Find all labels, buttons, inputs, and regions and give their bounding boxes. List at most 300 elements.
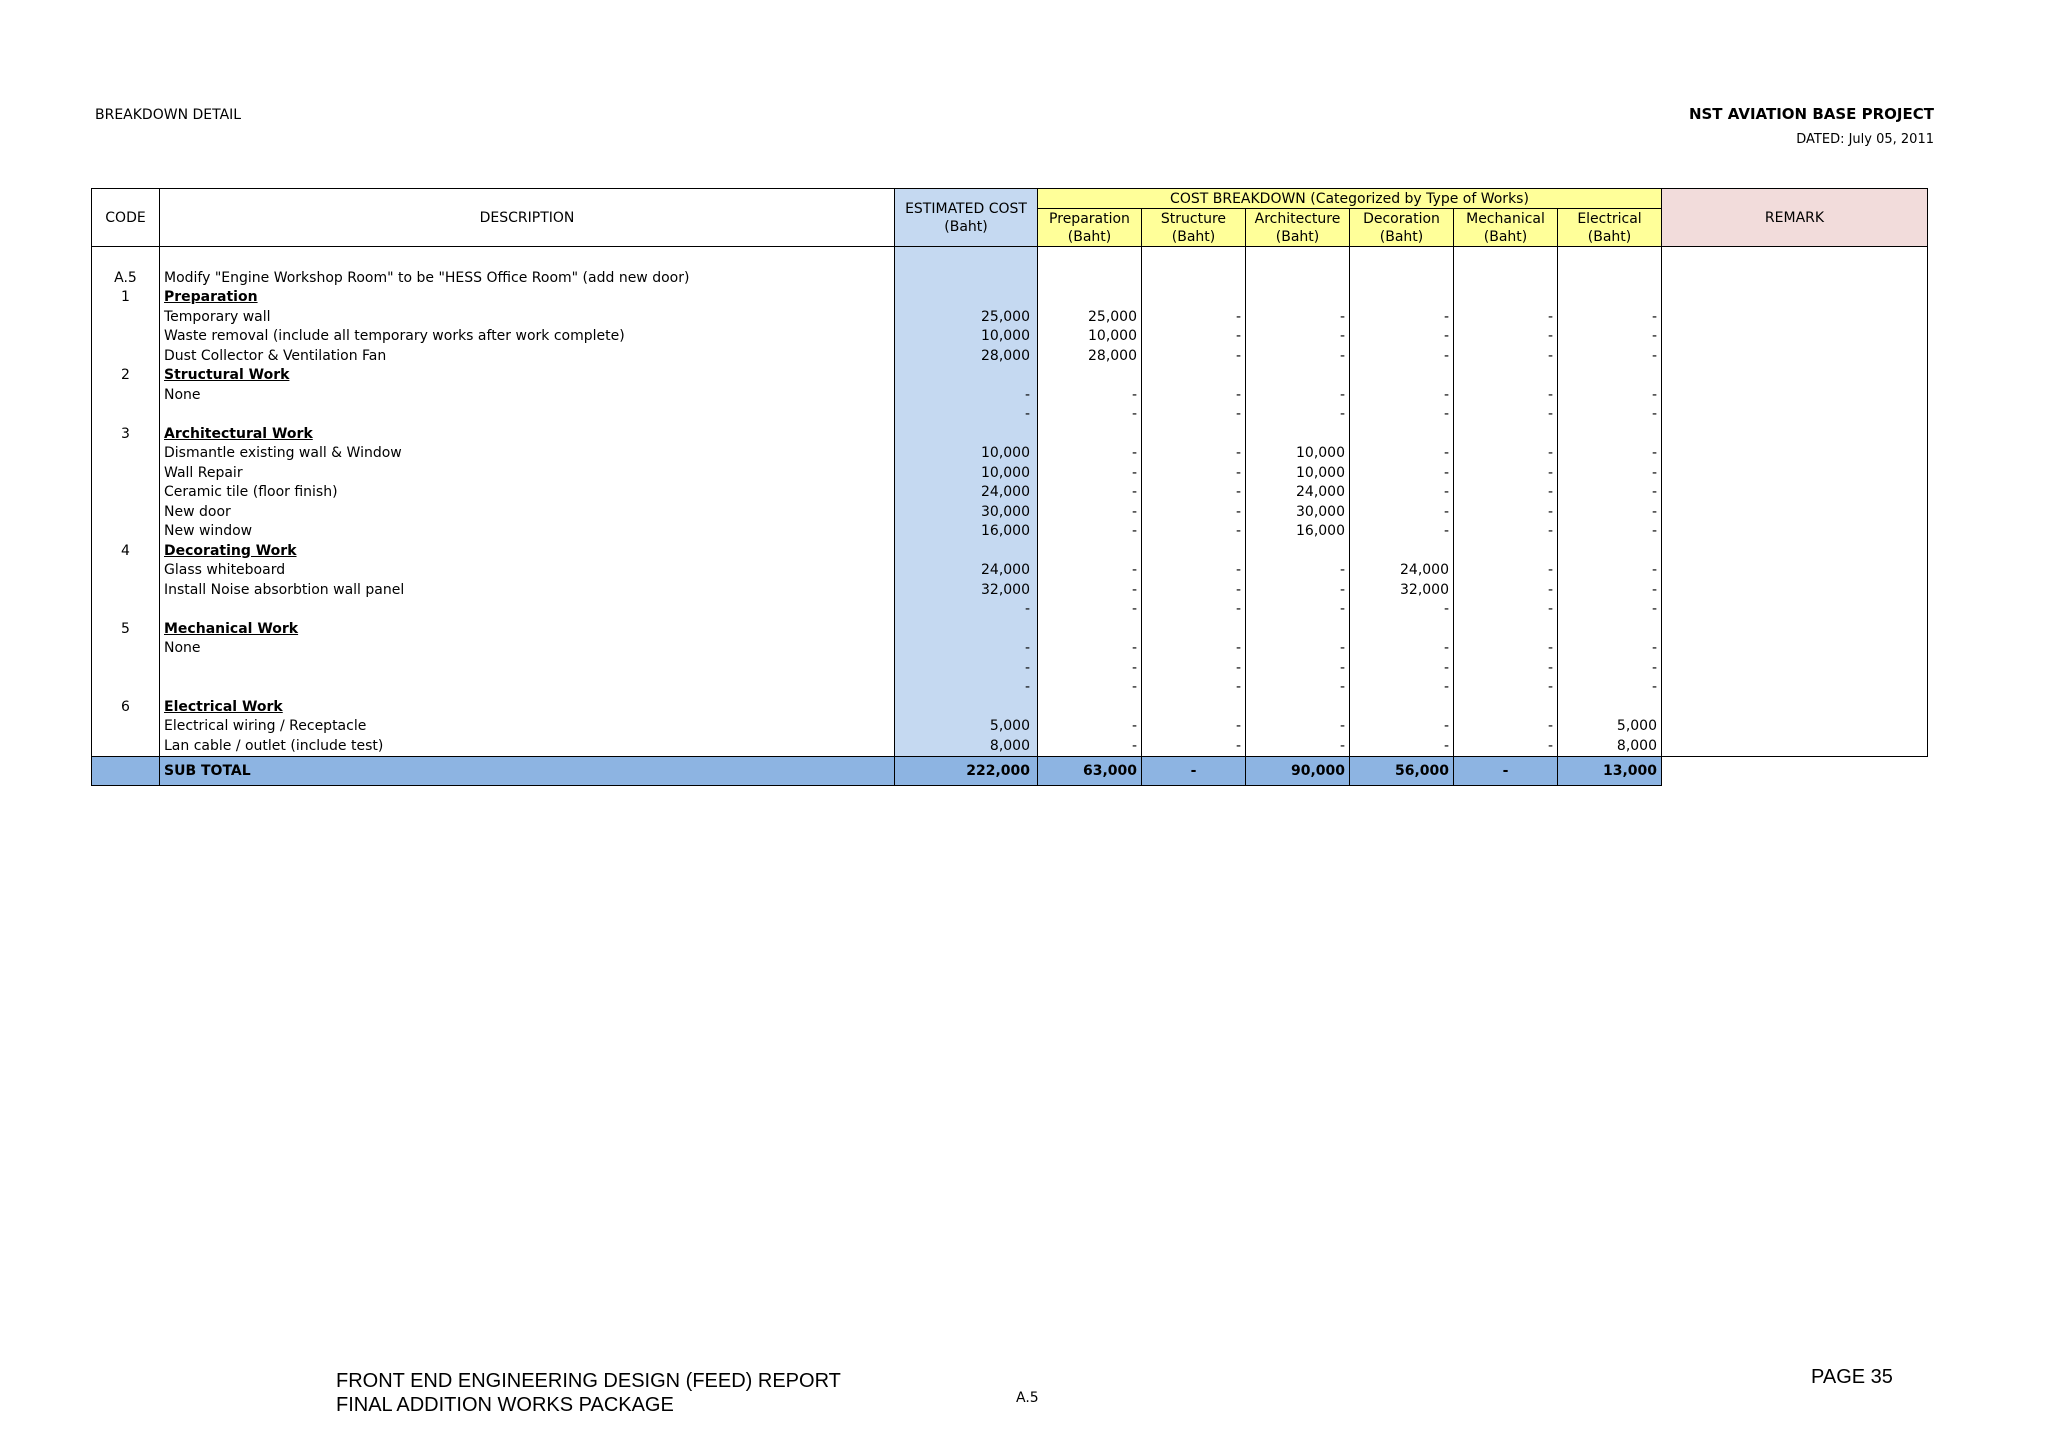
row-value-mechanical [1454,269,1558,289]
row-value-structure: - [1142,483,1246,503]
table-row [92,600,1928,620]
row-estimated-cost: - [895,659,1038,679]
row-value-mechanical [1454,288,1558,308]
row-value-mechanical: - [1454,600,1558,620]
header-structure: Structure (Baht) [1142,209,1246,247]
row-value-architecture: 16,000 [1246,522,1350,542]
row-value-decoration: - [1350,464,1454,484]
row-value-architecture [1246,247,1350,269]
row-remark [1662,522,1928,542]
table-row [92,308,1928,328]
row-value-electrical: - [1558,327,1662,347]
row-estimated-cost [895,366,1038,386]
subtotal-decoration: 56,000 [1350,757,1454,786]
row-estimated-cost: 5,000 [895,717,1038,737]
table-row [92,386,1928,406]
row-estimated-cost: 30,000 [895,503,1038,523]
row-value-architecture: - [1246,678,1350,698]
header-description: DESCRIPTION [160,189,895,247]
row-value-preparation [1038,698,1142,718]
row-value-decoration: 32,000 [1350,581,1454,601]
row-estimated-cost [895,620,1038,640]
row-value-architecture: - [1246,561,1350,581]
row-description: Preparation [160,288,895,308]
table-row [92,483,1928,503]
row-value-architecture [1246,542,1350,562]
report-title [336,1369,841,1417]
subtotal-row [92,757,1928,786]
row-remark [1662,347,1928,367]
subtotal-structure: - [1142,757,1246,786]
row-value-decoration [1350,269,1454,289]
row-remark [1662,581,1928,601]
row-description: Glass whiteboard [160,561,895,581]
row-value-structure [1142,366,1246,386]
row-value-mechanical [1454,425,1558,445]
row-value-preparation: - [1038,483,1142,503]
row-value-decoration [1350,542,1454,562]
row-value-architecture: - [1246,717,1350,737]
row-value-mechanical: - [1454,581,1558,601]
row-value-preparation: - [1038,600,1142,620]
row-value-structure [1142,620,1246,640]
row-description: Electrical Work [160,698,895,718]
row-value-preparation [1038,247,1142,269]
row-code [92,659,160,679]
header-mechanical: Mechanical (Baht) [1454,209,1558,247]
row-value-decoration: - [1350,405,1454,425]
row-value-electrical: - [1558,386,1662,406]
row-estimated-cost [895,425,1038,445]
row-value-preparation [1038,620,1142,640]
row-estimated-cost: - [895,600,1038,620]
row-estimated-cost: - [895,639,1038,659]
table-row [92,639,1928,659]
row-estimated-cost: 32,000 [895,581,1038,601]
row-description: Decorating Work [160,542,895,562]
table-row [92,620,1928,640]
table-row [92,288,1928,308]
row-value-electrical: - [1558,444,1662,464]
row-description: New window [160,522,895,542]
row-code [92,247,160,269]
row-value-decoration [1350,698,1454,718]
row-value-decoration [1350,247,1454,269]
row-code [92,405,160,425]
row-value-electrical [1558,269,1662,289]
row-code [92,639,160,659]
row-remark [1662,678,1928,698]
subtotal-label: SUB TOTAL [160,757,895,786]
row-remark [1662,561,1928,581]
row-value-decoration: - [1350,717,1454,737]
row-value-decoration: - [1350,639,1454,659]
row-description: Architectural Work [160,425,895,445]
table-row [92,698,1928,718]
table-row [92,247,1928,269]
row-value-decoration: - [1350,327,1454,347]
row-value-mechanical [1454,698,1558,718]
row-estimated-cost: - [895,678,1038,698]
row-remark [1662,386,1928,406]
header-decoration: Decoration (Baht) [1350,209,1454,247]
row-description: Mechanical Work [160,620,895,640]
row-remark [1662,737,1928,757]
header-cost-breakdown: COST BREAKDOWN (Categorized by Type of Works) [1038,189,1662,209]
row-value-preparation: - [1038,717,1142,737]
row-value-structure [1142,269,1246,289]
row-value-architecture [1246,366,1350,386]
row-value-structure: - [1142,581,1246,601]
row-value-structure: - [1142,659,1246,679]
row-value-mechanical: - [1454,717,1558,737]
cost-breakdown-table [91,188,1928,786]
table-row [92,269,1928,289]
row-value-preparation [1038,269,1142,289]
table-row [92,503,1928,523]
row-code [92,600,160,620]
row-estimated-cost [895,247,1038,269]
subtotal-electrical: 13,000 [1558,757,1662,786]
row-value-electrical: - [1558,522,1662,542]
row-value-mechanical: - [1454,308,1558,328]
row-value-structure: - [1142,639,1246,659]
table-row [92,327,1928,347]
row-code [92,503,160,523]
row-value-mechanical: - [1454,483,1558,503]
row-code [92,561,160,581]
row-value-mechanical [1454,366,1558,386]
table-row [92,425,1928,445]
row-value-preparation: - [1038,386,1142,406]
row-value-electrical: - [1558,561,1662,581]
row-value-mechanical: - [1454,678,1558,698]
row-estimated-cost: 10,000 [895,464,1038,484]
row-value-electrical: - [1558,347,1662,367]
row-value-architecture: 10,000 [1246,444,1350,464]
row-value-decoration: - [1350,386,1454,406]
row-value-architecture: - [1246,600,1350,620]
row-estimated-cost: 10,000 [895,327,1038,347]
row-value-architecture [1246,698,1350,718]
subtotal-mechanical: - [1454,757,1558,786]
header-code: CODE [92,189,160,247]
row-value-preparation [1038,366,1142,386]
table-row [92,366,1928,386]
table-row [92,542,1928,562]
row-description: Wall Repair [160,464,895,484]
table-row [92,561,1928,581]
row-value-structure: - [1142,600,1246,620]
row-description: None [160,386,895,406]
row-value-electrical: - [1558,600,1662,620]
row-value-preparation: - [1038,659,1142,679]
row-value-mechanical: - [1454,561,1558,581]
row-value-architecture: 30,000 [1246,503,1350,523]
row-remark [1662,366,1928,386]
row-value-structure [1142,425,1246,445]
row-estimated-cost: - [895,386,1038,406]
row-value-preparation: - [1038,464,1142,484]
row-value-structure: - [1142,522,1246,542]
row-description: Dust Collector & Ventilation Fan [160,347,895,367]
row-value-architecture: - [1246,327,1350,347]
row-description: New door [160,503,895,523]
row-code [92,717,160,737]
row-remark [1662,620,1928,640]
row-value-mechanical [1454,247,1558,269]
table-row [92,717,1928,737]
subtotal-remark-empty [1662,757,1928,786]
row-value-electrical [1558,698,1662,718]
row-value-architecture: - [1246,659,1350,679]
row-value-preparation: 25,000 [1038,308,1142,328]
row-value-architecture: - [1246,308,1350,328]
row-code [92,386,160,406]
row-code: A.5 [92,269,160,289]
row-remark [1662,503,1928,523]
row-value-architecture [1246,269,1350,289]
row-code [92,522,160,542]
row-remark [1662,659,1928,679]
row-value-decoration: - [1350,737,1454,757]
row-description: Structural Work [160,366,895,386]
row-estimated-cost: 24,000 [895,561,1038,581]
row-value-mechanical: - [1454,347,1558,367]
page-number: PAGE 35 [1811,1366,1893,1388]
row-value-architecture: - [1246,386,1350,406]
row-value-electrical: 8,000 [1558,737,1662,757]
row-value-structure [1142,698,1246,718]
row-description: None [160,639,895,659]
row-value-preparation: - [1038,639,1142,659]
row-description: Waste removal (include all temporary works after work complete) [160,327,895,347]
row-remark [1662,600,1928,620]
row-value-preparation: - [1038,561,1142,581]
section-code: A.5 [1016,1390,1039,1406]
row-value-electrical: - [1558,659,1662,679]
row-description [160,247,895,269]
row-value-preparation: - [1038,737,1142,757]
table-row [92,737,1928,757]
row-description [160,678,895,698]
subtotal-code [92,757,160,786]
row-code [92,347,160,367]
row-value-decoration: - [1350,347,1454,367]
row-value-structure [1142,247,1246,269]
row-value-structure: - [1142,737,1246,757]
header-remark: REMARK [1662,189,1928,247]
row-estimated-cost: 16,000 [895,522,1038,542]
row-value-decoration: 24,000 [1350,561,1454,581]
table-row [92,581,1928,601]
row-value-structure [1142,542,1246,562]
row-value-mechanical: - [1454,464,1558,484]
row-value-decoration: - [1350,483,1454,503]
table-row [92,347,1928,367]
subtotal-architecture: 90,000 [1246,757,1350,786]
row-value-architecture [1246,620,1350,640]
row-remark [1662,405,1928,425]
row-value-decoration [1350,366,1454,386]
row-value-electrical: - [1558,678,1662,698]
row-description: Lan cable / outlet (include test) [160,737,895,757]
row-code [92,308,160,328]
row-value-mechanical: - [1454,659,1558,679]
row-code: 2 [92,366,160,386]
row-value-mechanical: - [1454,386,1558,406]
report-title-line1: FRONT END ENGINEERING DESIGN (FEED) REPORT [336,1370,841,1392]
row-value-decoration [1350,288,1454,308]
row-value-architecture: 24,000 [1246,483,1350,503]
row-remark [1662,483,1928,503]
subtotal-preparation: 63,000 [1038,757,1142,786]
table-row [92,659,1928,679]
row-description: Modify "Engine Workshop Room" to be "HESS Office Room" (add new door) [160,269,895,289]
row-value-mechanical: - [1454,405,1558,425]
row-value-architecture: - [1246,581,1350,601]
row-estimated-cost: 24,000 [895,483,1038,503]
subtotal-estimated-cost: 222,000 [895,757,1038,786]
row-value-preparation: - [1038,405,1142,425]
row-value-electrical: - [1558,308,1662,328]
row-value-decoration: - [1350,503,1454,523]
row-remark [1662,425,1928,445]
row-value-electrical: - [1558,503,1662,523]
row-value-architecture: - [1246,405,1350,425]
row-value-decoration: - [1350,659,1454,679]
row-code [92,327,160,347]
row-estimated-cost: 25,000 [895,308,1038,328]
table-row [92,464,1928,484]
row-value-architecture [1246,288,1350,308]
document-date: DATED: July 05, 2011 [1796,132,1934,147]
row-value-preparation: - [1038,503,1142,523]
row-value-decoration: - [1350,444,1454,464]
row-value-structure: - [1142,308,1246,328]
row-value-electrical [1558,247,1662,269]
row-value-mechanical: - [1454,737,1558,757]
row-value-structure: - [1142,561,1246,581]
row-value-architecture: - [1246,737,1350,757]
row-remark [1662,308,1928,328]
row-description [160,600,895,620]
row-value-electrical: - [1558,483,1662,503]
row-code [92,444,160,464]
row-value-structure: - [1142,347,1246,367]
table-row [92,678,1928,698]
row-value-structure: - [1142,405,1246,425]
row-value-mechanical: - [1454,444,1558,464]
row-code: 1 [92,288,160,308]
row-description: Temporary wall [160,308,895,328]
row-remark [1662,717,1928,737]
row-code [92,483,160,503]
row-value-electrical: - [1558,639,1662,659]
row-value-decoration: - [1350,522,1454,542]
row-description [160,659,895,679]
row-estimated-cost: 28,000 [895,347,1038,367]
header-architecture: Architecture (Baht) [1246,209,1350,247]
row-value-decoration: - [1350,678,1454,698]
row-remark [1662,269,1928,289]
row-value-electrical: 5,000 [1558,717,1662,737]
row-value-structure: - [1142,678,1246,698]
row-value-preparation: 10,000 [1038,327,1142,347]
row-value-structure: - [1142,444,1246,464]
row-estimated-cost [895,288,1038,308]
row-description: Dismantle existing wall & Window [160,444,895,464]
row-code: 5 [92,620,160,640]
row-value-structure: - [1142,503,1246,523]
row-value-decoration: - [1350,308,1454,328]
row-code: 6 [92,698,160,718]
row-value-electrical [1558,425,1662,445]
row-code: 3 [92,425,160,445]
row-value-mechanical: - [1454,522,1558,542]
row-estimated-cost: 10,000 [895,444,1038,464]
header-estimated-cost: ESTIMATED COST (Baht) [895,189,1038,247]
row-value-preparation [1038,288,1142,308]
row-value-preparation [1038,542,1142,562]
row-estimated-cost [895,698,1038,718]
row-value-architecture: 10,000 [1246,464,1350,484]
row-code [92,464,160,484]
row-code [92,737,160,757]
row-value-electrical [1558,620,1662,640]
row-code [92,581,160,601]
row-estimated-cost [895,269,1038,289]
row-remark [1662,639,1928,659]
row-value-mechanical [1454,620,1558,640]
row-value-electrical: - [1558,464,1662,484]
row-value-architecture [1246,425,1350,445]
row-value-electrical: - [1558,581,1662,601]
row-value-structure [1142,288,1246,308]
row-remark [1662,542,1928,562]
row-remark [1662,464,1928,484]
row-value-electrical [1558,288,1662,308]
row-value-mechanical: - [1454,327,1558,347]
row-value-electrical [1558,366,1662,386]
row-value-decoration [1350,425,1454,445]
header-preparation: Preparation (Baht) [1038,209,1142,247]
row-value-decoration: - [1350,600,1454,620]
row-estimated-cost [895,542,1038,562]
row-value-structure: - [1142,386,1246,406]
row-value-mechanical: - [1454,639,1558,659]
table-row [92,405,1928,425]
row-estimated-cost: 8,000 [895,737,1038,757]
row-value-structure: - [1142,464,1246,484]
row-value-decoration [1350,620,1454,640]
row-value-mechanical [1454,542,1558,562]
row-remark [1662,444,1928,464]
row-value-preparation: 28,000 [1038,347,1142,367]
row-description: Install Noise absorbtion wall panel [160,581,895,601]
row-description: Electrical wiring / Receptacle [160,717,895,737]
row-value-electrical: - [1558,405,1662,425]
header-electrical: Electrical (Baht) [1558,209,1662,247]
row-value-preparation [1038,425,1142,445]
row-value-mechanical: - [1454,503,1558,523]
document-heading: BREAKDOWN DETAIL [95,107,242,123]
project-name: NST AVIATION BASE PROJECT [1688,105,1934,123]
row-remark [1662,288,1928,308]
row-code [92,678,160,698]
row-remark [1662,327,1928,347]
row-description: Ceramic tile (floor finish) [160,483,895,503]
